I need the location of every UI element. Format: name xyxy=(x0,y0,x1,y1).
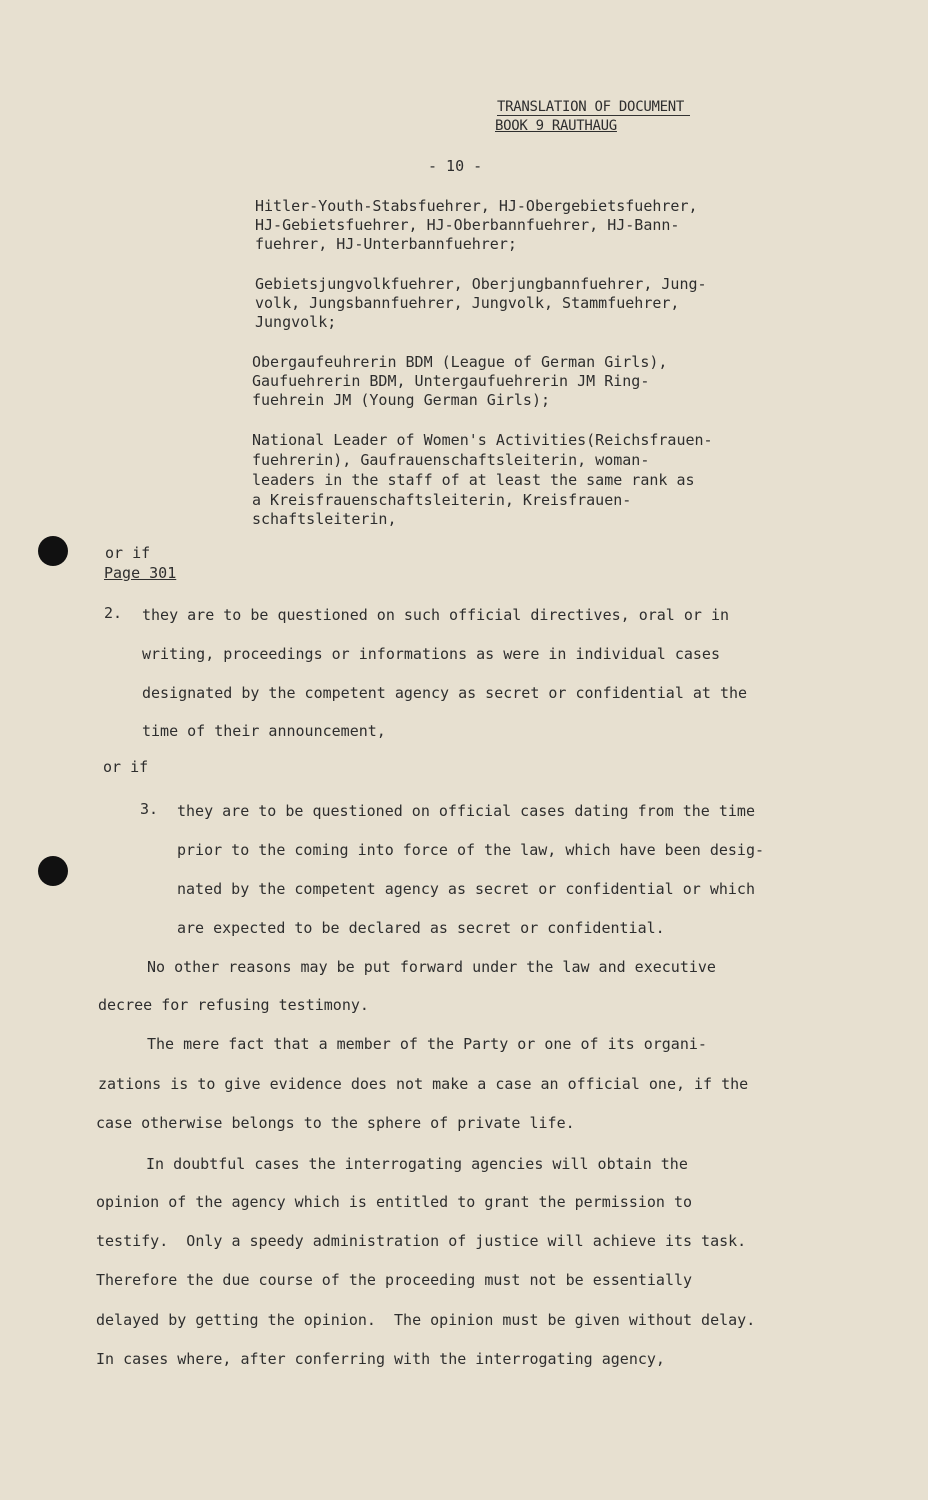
page-number: - 10 - xyxy=(428,157,483,175)
text-line: National Leader of Women's Activities(Reichsfrauen- xyxy=(252,431,713,449)
text-line: volk, Jungsbannfuehrer, Jungvolk, Stammfuehrer, xyxy=(255,294,680,312)
text-line: nated by the competent agency as secret or confidential or which xyxy=(177,880,755,898)
text-line: time of their announcement, xyxy=(142,722,386,740)
text-line: opinion of the agency which is entitled to grant the permission to xyxy=(96,1193,693,1211)
punch-hole-bottom xyxy=(38,856,68,886)
or-if-label: or if xyxy=(105,544,151,562)
document-header-line2: BOOK 9 RAUTHAUG xyxy=(495,118,617,134)
text-line: writing, proceedings or informations as were in individual cases xyxy=(142,645,720,663)
text-line: The mere fact that a member of the Party or one of its organi- xyxy=(147,1035,707,1053)
text-line: decree for refusing testimony. xyxy=(98,996,369,1014)
text-line: Hitler-Youth-Stabsfuehrer, HJ-Obergebietsfuehrer, xyxy=(255,197,698,215)
text-line: prior to the coming into force of the law, which have been desig- xyxy=(177,841,764,859)
item-number: 3. xyxy=(140,800,159,818)
text-line: zations is to give evidence does not make a case an official one, if the xyxy=(98,1075,749,1093)
text-line: a Kreisfrauenschaftsleiterin, Kreisfrauen- xyxy=(252,491,632,509)
text-line: HJ-Gebietsfuehrer, HJ-Oberbannfuehrer, HJ-Bann- xyxy=(255,216,680,234)
text-line: designated by the competent agency as secret or confidential at the xyxy=(142,684,748,702)
item-number: 2. xyxy=(104,604,123,622)
text-line: they are to be questioned on official cases dating from the time xyxy=(177,802,755,820)
or-if-label: or if xyxy=(103,758,149,776)
text-line: Jungvolk; xyxy=(255,313,337,331)
text-line: they are to be questioned on such official directives, oral or in xyxy=(142,606,729,624)
page-reference: Page 301 xyxy=(104,564,177,582)
text-line: In doubtful cases the interrogating agencies will obtain the xyxy=(146,1155,688,1173)
text-line: testify. Only a speedy administration of justice will achieve its task. xyxy=(96,1232,747,1250)
text-line: Therefore the due course of the proceeding must not be essentially xyxy=(96,1271,693,1289)
text-line: schaftsleiterin, xyxy=(252,510,397,528)
text-line: In cases where, after conferring with the interrogating agency, xyxy=(96,1350,665,1368)
text-line: Gaufuehrerin BDM, Untergaufuehrerin JM Ring- xyxy=(252,372,650,390)
text-line: are expected to be declared as secret or confidential. xyxy=(177,919,665,937)
text-line: Obergaufeuhrerin BDM (League of German Girls), xyxy=(252,353,668,371)
text-line: fuehrein JM (Young German Girls); xyxy=(252,391,551,409)
text-line: delayed by getting the opinion. The opinion must be given without delay. xyxy=(96,1311,756,1329)
text-line: fuehrer, HJ-Unterbannfuehrer; xyxy=(255,235,517,253)
punch-hole-top xyxy=(38,536,68,566)
text-line: Gebietsjungvolkfuehrer, Oberjungbannfuehrer, Jung- xyxy=(255,275,707,293)
document-header-line1: TRANSLATION OF DOCUMENT xyxy=(497,99,690,116)
text-line: case otherwise belongs to the sphere of private life. xyxy=(96,1114,575,1132)
text-line: leaders in the staff of at least the same rank as xyxy=(252,471,695,489)
text-line: fuehrerin), Gaufrauenschaftsleiterin, woman- xyxy=(252,451,650,469)
text-line: No other reasons may be put forward under the law and executive xyxy=(147,958,716,976)
